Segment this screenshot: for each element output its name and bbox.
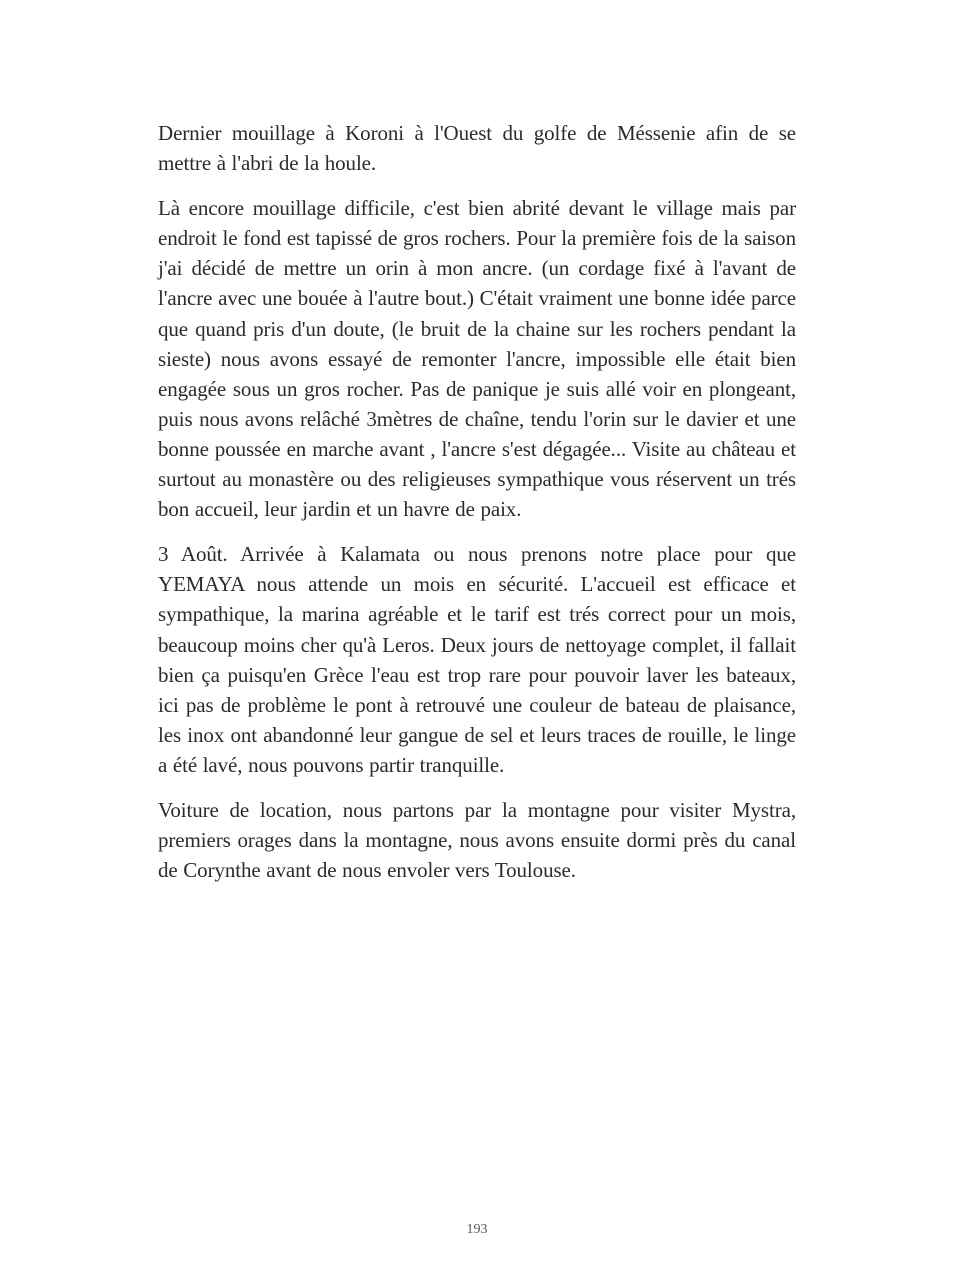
paragraph-koroni: Dernier mouillage à Koroni à l'Ouest du golfe de Méssenie afin de se mettre à l'abri de la houle. (158, 121, 796, 176)
page-body (158, 118, 796, 900)
paragraph-kalamata: 3 Août. Arrivée à Kalamata ou nous prenons notre place pour que YEMAYA nous attende un mois en sécurité. L'accueil est efficace et sympathique, la marina agréable et le tarif est trés correct pour un mois, beaucoup moins cher qu'à Leros. Deux jours de nettoyage complet, il fallait bien ça puisqu'en Grèce l'eau est trop rare pour pouvoir laver les bateaux, ici pas de problème le pont à retrouvé une couleur de bateau de plaisance, les inox ont abandonné leur gangue de sel et leurs traces de rouille, le linge a été lavé, nous pouvons partir tranquille. (158, 542, 796, 777)
paragraph-mouillage: Là encore mouillage difficile, c'est bien abrité devant le village mais par endroit le fond est tapissé de gros rochers. Pour la première fois de la saison j'ai décidé de mettre un orin à mon ancre. (un cordage fixé à l'avant de l'ancre avec une bouée à l'autre bout.) C'était vraiment une bonne idée parce que quand pris d'un doute, (le bruit de la chaine sur les rochers pendant la sieste) nous avons essayé de remonter l'ancre, impossible elle était bien engagée sous un gros rocher. Pas de panique je suis allé voir en plongeant, puis nous avons relâché 3mètres de chaîne, tendu l'orin sur le davier et une bonne poussée en marche avant , l'ancre s'est dégagée... Visite au château et surtout au monastère ou des religieuses sympathique vous réservent un trés bon accueil, leur jardin et un havre de paix. (158, 196, 796, 522)
paragraph-voiture: Voiture de location, nous partons par la montagne pour visiter Mystra, premiers orages dans la montagne, nous avons ensuite dormi près du canal de Corynthe avant de nous envoler vers Toulouse. (158, 797, 796, 883)
page-number: 193 (466, 1222, 488, 1237)
